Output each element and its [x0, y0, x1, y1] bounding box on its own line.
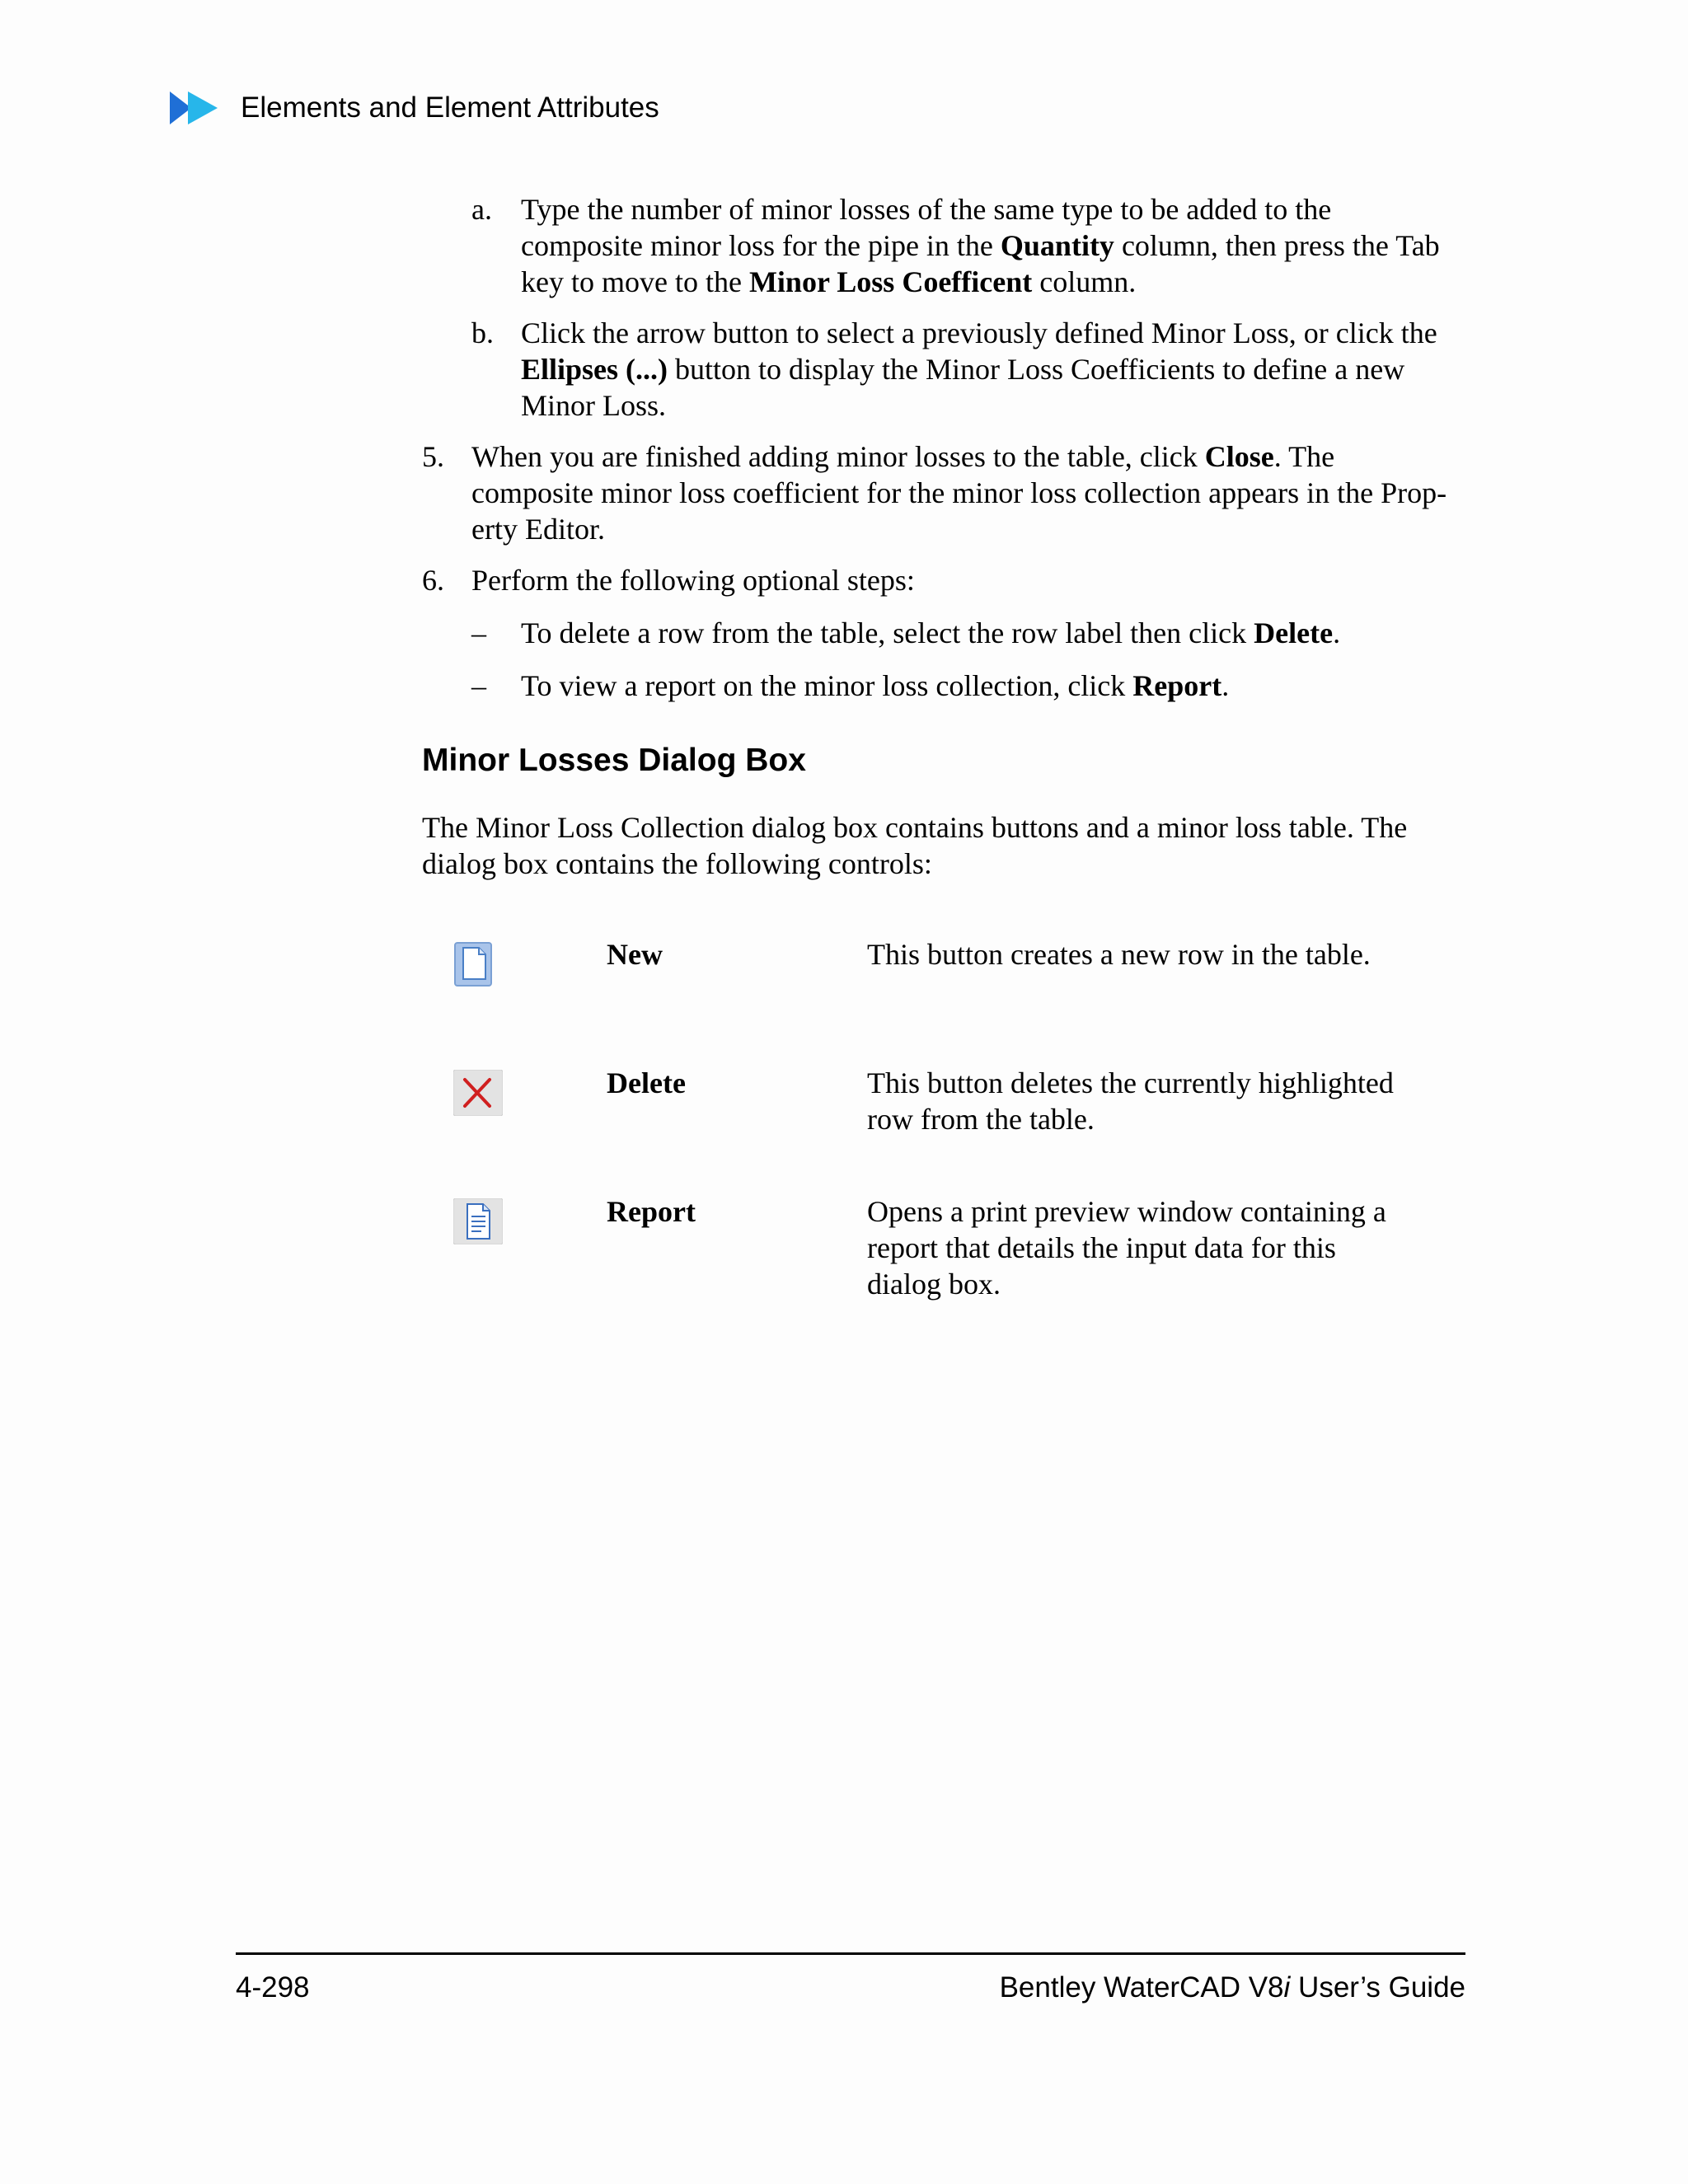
control-desc-new: This button creates a new row in the table.: [867, 938, 1371, 971]
step-5-marker: 5.: [422, 440, 444, 473]
double-arrow-icon: [170, 90, 223, 126]
step-b-marker: b.: [471, 316, 494, 349]
control-desc-report: Opens a print preview window containing a report that details the input data for this dialog box.: [867, 1195, 1386, 1301]
step-b-text: Click the arrow button to select a previously defined Minor Loss, or click the Ellipses (...) button to display the Minor Loss Coefficients to define a new Minor Loss.: [521, 316, 1437, 422]
step-a-text: Type the number of minor losses of the same type to be added to the composite minor loss for the pipe in the Quantity column, then press the Tab key to move to the Minor Loss Coefficent column.: [521, 193, 1440, 298]
report-button-icon[interactable]: [453, 1198, 503, 1244]
step-a-marker: a.: [471, 193, 492, 226]
delete-button-icon[interactable]: [453, 1070, 503, 1116]
delete-x-icon: [453, 1070, 503, 1116]
report-document-icon: [453, 1198, 503, 1244]
control-desc-delete: This button deletes the currently highlighted row from the table.: [867, 1066, 1394, 1136]
guide-title: Bentley WaterCAD V8i User’s Guide: [999, 1971, 1465, 2004]
step-6-marker: 6.: [422, 564, 444, 597]
step-6-text: Perform the following optional steps:: [471, 564, 915, 597]
dash-item-2-text: To view a report on the minor loss collection, click Report.: [521, 669, 1230, 702]
page-number: 4-298: [236, 1971, 310, 2004]
control-name-new: New: [607, 938, 663, 971]
control-name-delete: Delete: [607, 1066, 686, 1099]
dash-item-2-marker: –: [471, 669, 486, 702]
header-title: Elements and Element Attributes: [241, 91, 659, 124]
control-name-report: Report: [607, 1195, 696, 1228]
footer-rule: [236, 1952, 1465, 1955]
new-document-icon: [453, 941, 503, 987]
new-button-icon[interactable]: [453, 941, 503, 987]
section-title: Minor Losses Dialog Box: [422, 743, 806, 778]
page-header: [170, 87, 659, 129]
dash-item-1-text: To delete a row from the table, select the row label then click Delete.: [521, 616, 1341, 649]
section-intro: The Minor Loss Collection dialog box contains buttons and a minor loss table. The dialog box contains the following controls:: [422, 811, 1408, 880]
dash-item-1-marker: –: [471, 616, 486, 649]
step-5-text: When you are finished adding minor losses to the table, click Close. The composite minor loss coefficient for the minor loss collection appears in the Prop- erty Editor.: [471, 440, 1447, 546]
